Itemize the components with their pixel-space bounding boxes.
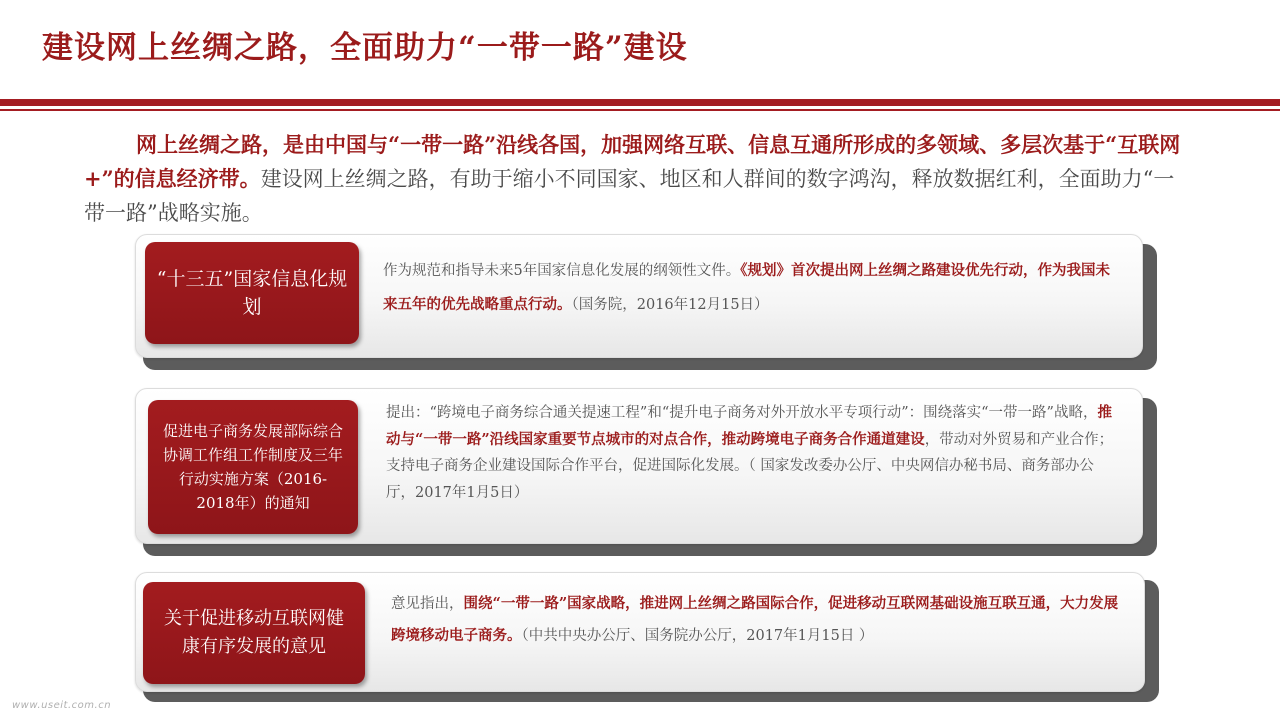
card-text-source: （国务院，2016年12月15日） — [571, 297, 769, 313]
card-text-plain: 提出：“跨境电子商务综合通关提速工程”和“提升电子商务对外开放水平专项行动”：围绕落实“一带一路”战略， — [386, 405, 1098, 421]
policy-card-2 — [135, 388, 1143, 544]
card-badge — [148, 400, 358, 534]
card-badge — [143, 582, 365, 684]
policy-card-1 — [135, 234, 1143, 358]
intro-highlight: 网上丝绸之路，是由中国与“一带一路”沿线各国，加强网络互联、信息互通所形成的多领域、多层次基于“互联网+”的信息经济带。 — [84, 132, 1181, 191]
card-badge-label: “十三五”国家信息化规划 — [156, 268, 348, 318]
card-text-highlight: 《规划》首次提出网上丝绸之路建设优先行动，作为我国未来五年的优先战略重点行动。 — [383, 262, 1110, 313]
card-text-plain: 作为规范和指导未来5年国家信息化发展的纲领性文件。 — [383, 263, 741, 279]
intro-text: 建设网上丝绸之路，有助于缩小不同国家、地区和人群间的数字鸿沟，释放数据红利，全面助力“一带一路”战略实施。 — [84, 167, 1175, 225]
title-divider-thin — [0, 109, 1280, 111]
card-text-source: ，带动对外贸易和产业合作；支持电子商务企业建设国际合作平台，促进国际化发展。（ 国家发改委办公厅、中央网信办秘书局、商务部办公厅，2017年1月5日） — [386, 431, 1114, 501]
policy-card-3 — [135, 572, 1145, 692]
card-text-source: （中共中央办公厅、国务院办公厅，2017年1月15日 ） — [521, 628, 874, 644]
slide-title: 建设网上丝绸之路，全面助力“一带一路”建设 — [42, 30, 688, 66]
card-body — [383, 254, 1121, 322]
card-badge-label: 促进电子商务发展部际综合协调工作组工作制度及三年行动实施方案（2016-2018年）的通知 — [162, 422, 343, 512]
card-text-highlight: 推动与“一带一路”沿线国家重要节点城市的对点合作，推动跨境电子商务合作通道建设 — [386, 404, 1112, 448]
title-divider-thick — [0, 99, 1280, 106]
card-body — [391, 588, 1123, 652]
card-body — [386, 400, 1122, 506]
card-text-highlight: 围绕“一带一路”国家战略，推进网上丝绸之路国际合作，促进移动互联网基础设施互联互通，大力发展跨境移动电子商务。 — [391, 595, 1119, 644]
card-badge — [145, 242, 359, 344]
card-badge-label: 关于促进移动互联网健康有序发展的意见 — [164, 608, 344, 657]
card-text-plain: 意见指出， — [391, 596, 464, 612]
watermark: www.useit.com.cn — [12, 700, 112, 711]
intro-paragraph — [84, 128, 1184, 230]
